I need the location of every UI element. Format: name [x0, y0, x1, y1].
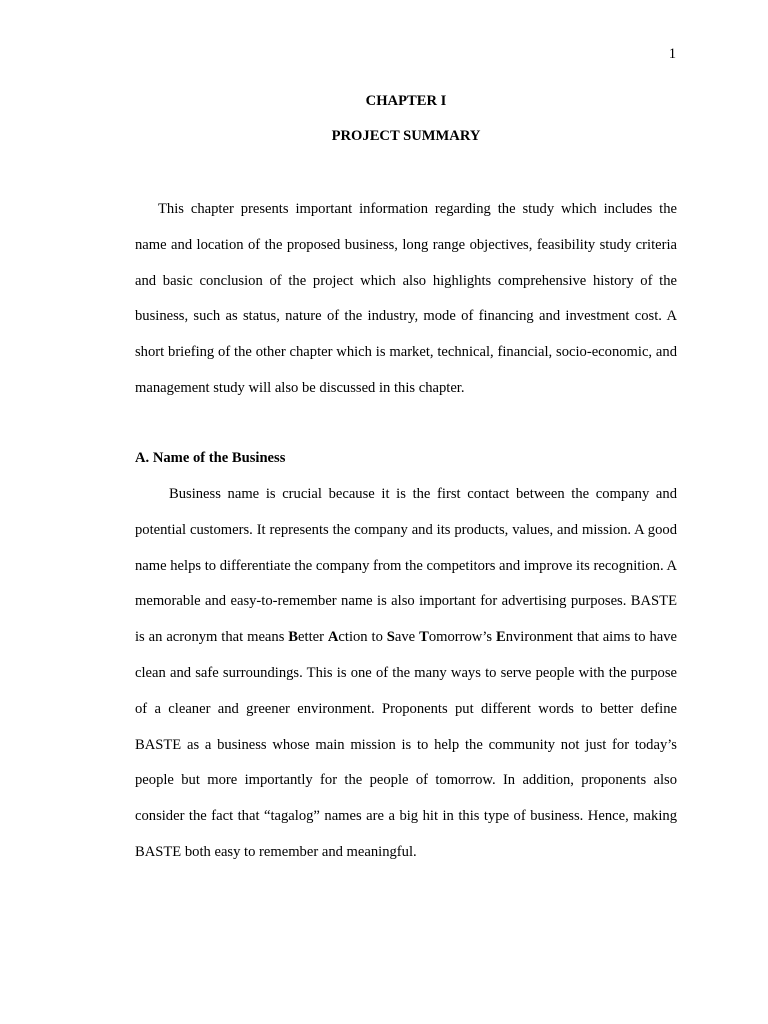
- acronym-word-action: ction to: [338, 629, 387, 646]
- acronym-word-environment: nvironment: [505, 629, 573, 646]
- chapter-title: CHAPTER I: [365, 93, 447, 109]
- acronym-word-tomorrows: omorrow’s: [428, 629, 496, 646]
- acronym-letter-t: T: [419, 629, 429, 646]
- paragraph-text-before-acronym: Business name is crucial because it is the first contact between the company and potential customers. It represents the company and its products, values, and mission. A good name helps to differentiate the company from the competitors and improve its recognition. A memorable and easy-to-remember name is also important for advertising purposes. BASTE is an acronym that means: [135, 486, 677, 646]
- acronym-letter-a: A: [327, 629, 339, 646]
- section-heading-name-of-business: A. Name of the Business: [135, 450, 286, 466]
- acronym-word-better: etter: [298, 629, 328, 646]
- acronym-word-save: ave: [394, 629, 420, 646]
- page-number: 1: [668, 46, 676, 62]
- chapter-subtitle: PROJECT SUMMARY: [331, 128, 481, 144]
- paragraph-text-after-acronym: that aims to have clean and safe surroundings. This is one of the many ways to serve people with the purpose of a cleaner and greener environment. Proponents put different words to better define BASTE as a business whose main mission is to help the community not just for today’s people but more importantly for the people of tomorrow. In addition, proponents also consider the fact that “tagalog” names are a big hit in this type of business. Hence, making BASTE both easy to remember and meaningful.: [135, 629, 677, 860]
- acronym-letter-e: E: [495, 629, 506, 646]
- intro-paragraph: This chapter presents important information regarding the study which includes the name and location of the proposed business, long range objectives, feasibility study criteria and basic conclusion of the project which also highlights comprehensive history of the business, such as status, nature of the industry, mode of financing and investment cost. A short briefing of the other chapter which is market, technical, financial, socio-economic, and management study will also be discussed in this chapter.: [135, 201, 677, 396]
- acronym-letter-b: B: [288, 629, 299, 646]
- name-of-business-paragraph: [135, 477, 677, 871]
- acronym-letter-s: S: [386, 629, 395, 646]
